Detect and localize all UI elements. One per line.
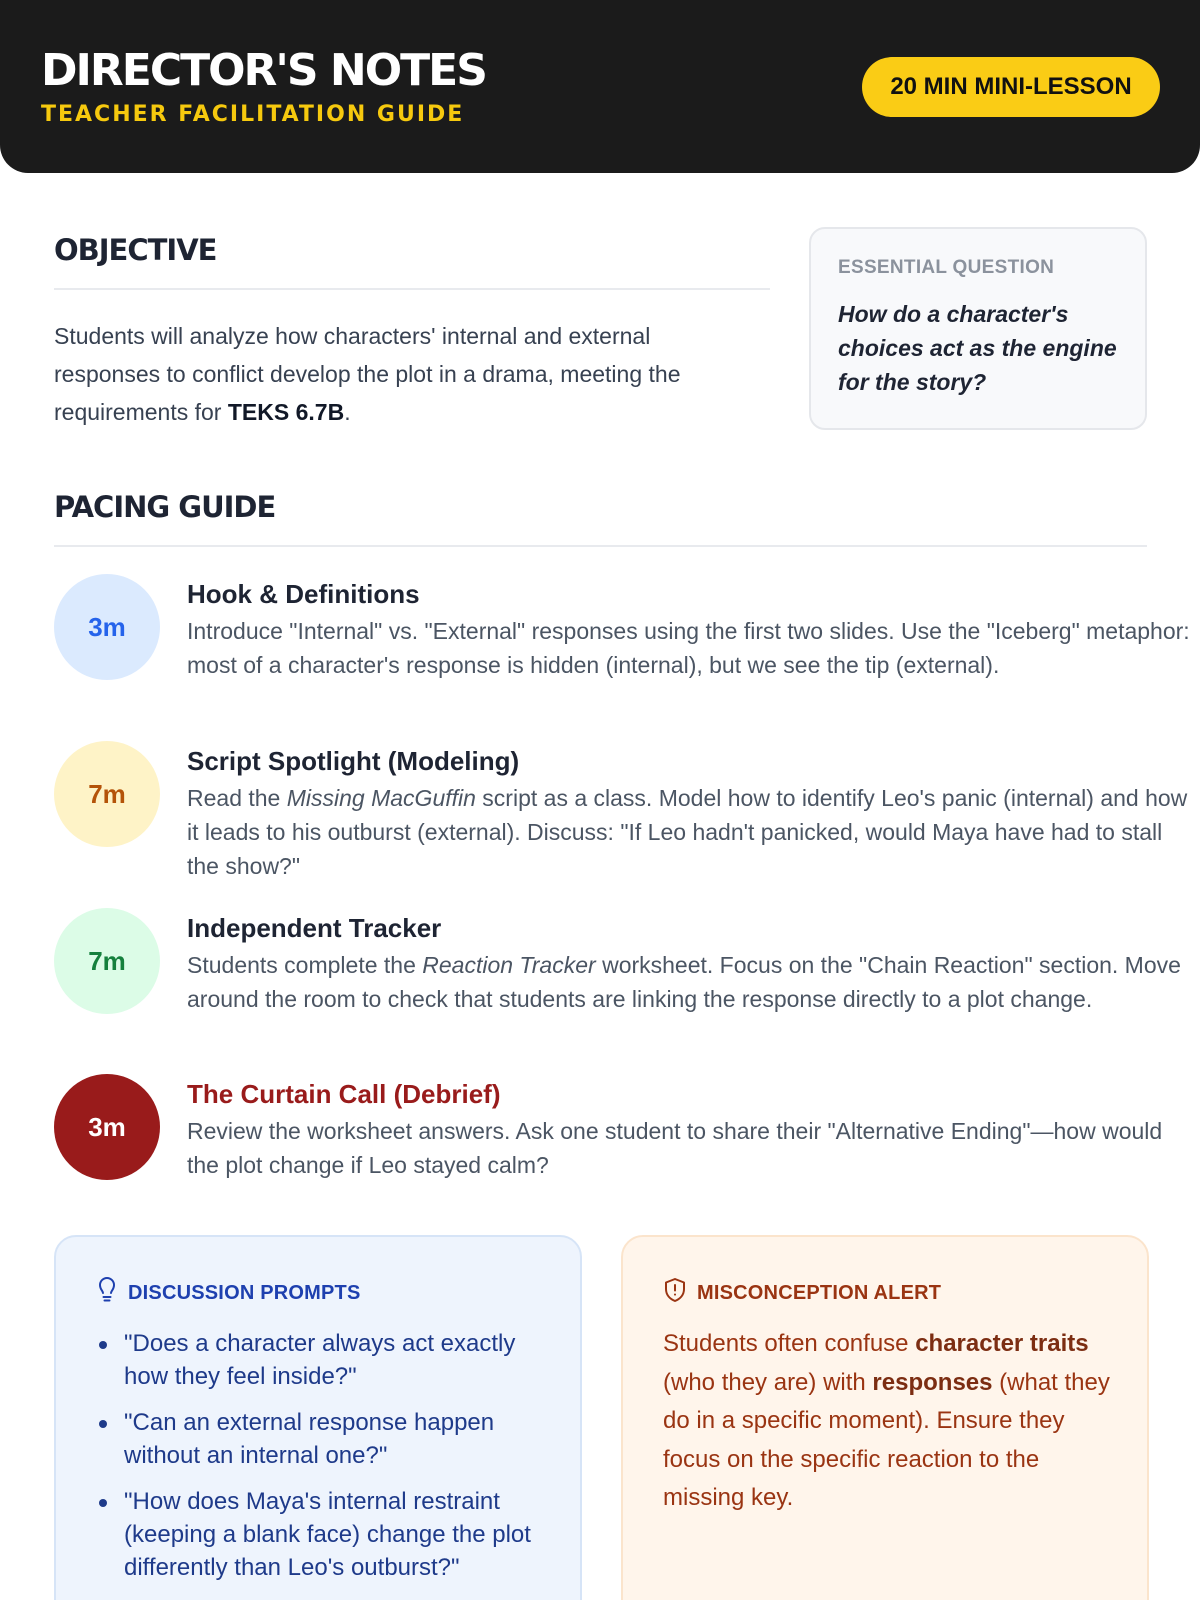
page-subtitle: TEACHER FACILITATION GUIDE	[41, 102, 465, 127]
step-description	[187, 614, 1197, 682]
discussion-prompts-title: DISCUSSION PROMPTS	[128, 1281, 361, 1304]
alert-term: responses	[872, 1368, 993, 1396]
objective-text	[54, 317, 754, 431]
list-item: "Does a character always act exactly how they feel inside?"	[96, 1327, 556, 1393]
lightbulb-icon	[96, 1277, 128, 1309]
page-title: DIRECTOR'S NOTES	[41, 45, 486, 96]
misconception-alert-title: MISCONCEPTION ALERT	[697, 1281, 942, 1304]
step-description	[187, 781, 1197, 883]
step-description	[187, 948, 1197, 1016]
step-emphasis: Reaction Tracker	[422, 952, 596, 978]
step-text: Read the	[187, 785, 287, 811]
pacing-heading: PACING GUIDE	[54, 490, 276, 524]
step-title: Script Spotlight (Modeling)	[187, 746, 520, 776]
standard-code: TEKS 6.7B	[227, 399, 345, 425]
step-text: Introduce "Internal" vs. "External" responses using the first two slides. Use the "Iceberg" metaphor: most of a character's response is hidden (internal), but we see the tip (external).	[187, 618, 1190, 678]
step-title: Hook & Definitions	[187, 579, 420, 609]
pacing-divider	[54, 545, 1147, 547]
step-text: Students complete the	[187, 952, 423, 978]
duration-badge: 20 MIN MINI-LESSON	[862, 57, 1160, 117]
step-emphasis: Missing MacGuffin	[286, 785, 476, 811]
duration-circle: 7m	[54, 908, 160, 1014]
essential-question-label: ESSENTIAL QUESTION	[838, 257, 1055, 278]
misconception-alert-header	[663, 1277, 941, 1309]
alert-term: character traits	[915, 1330, 1089, 1357]
list-item: "Can an external response happen without an internal one?"	[96, 1406, 556, 1472]
alert-text: (who they are) with	[663, 1368, 873, 1396]
essential-question-text: How do a character's choices act as the engine for the story?	[838, 301, 1117, 395]
objective-body: Students will analyze how characters' internal and external responses to conflict develop the plot in a drama, meeting the requirements for	[54, 323, 681, 425]
duration-circle: 3m	[54, 574, 160, 680]
objective-heading: OBJECTIVE	[54, 233, 217, 267]
list-item: "How does Maya's internal restraint (keeping a blank face) change the plot differently than Leo's outburst?"	[96, 1485, 556, 1584]
duration-circle: 7m	[54, 741, 160, 847]
misconception-alert-card	[621, 1235, 1149, 1600]
objective-end: .	[344, 399, 351, 425]
step-title: Independent Tracker	[187, 913, 442, 943]
step-title: The Curtain Call (Debrief)	[187, 1079, 501, 1109]
shield-alert-icon	[663, 1277, 697, 1309]
essential-question-card	[809, 227, 1147, 430]
step-text: script as a class. Model how to identify Leo's panic (internal) and how it leads to his outburst (external). Discuss: "If Leo hadn't panicked, would Maya have had to stall the show?"	[187, 785, 1188, 879]
step-text: worksheet. Focus on the "Chain Reaction" section. Move around the room to check that students are linking the response directly to a plot change.	[187, 952, 1181, 1012]
step-description	[187, 1114, 1197, 1182]
header-banner	[0, 0, 1200, 173]
objective-divider	[54, 288, 770, 290]
misconception-text	[663, 1325, 1113, 1518]
step-text: Review the worksheet answers. Ask one student to share their "Alternative Ending"—how would the plot change if Leo stayed calm?	[187, 1118, 1163, 1178]
alert-text: (what they do in a specific moment). Ensure they focus on the specific reaction to the missing key.	[663, 1368, 1110, 1511]
prompt-list	[96, 1327, 556, 1597]
alert-text: Students often confuse	[663, 1330, 916, 1357]
discussion-prompts-card	[54, 1235, 582, 1600]
discussion-prompts-header	[96, 1277, 361, 1309]
duration-circle: 3m	[54, 1074, 160, 1180]
